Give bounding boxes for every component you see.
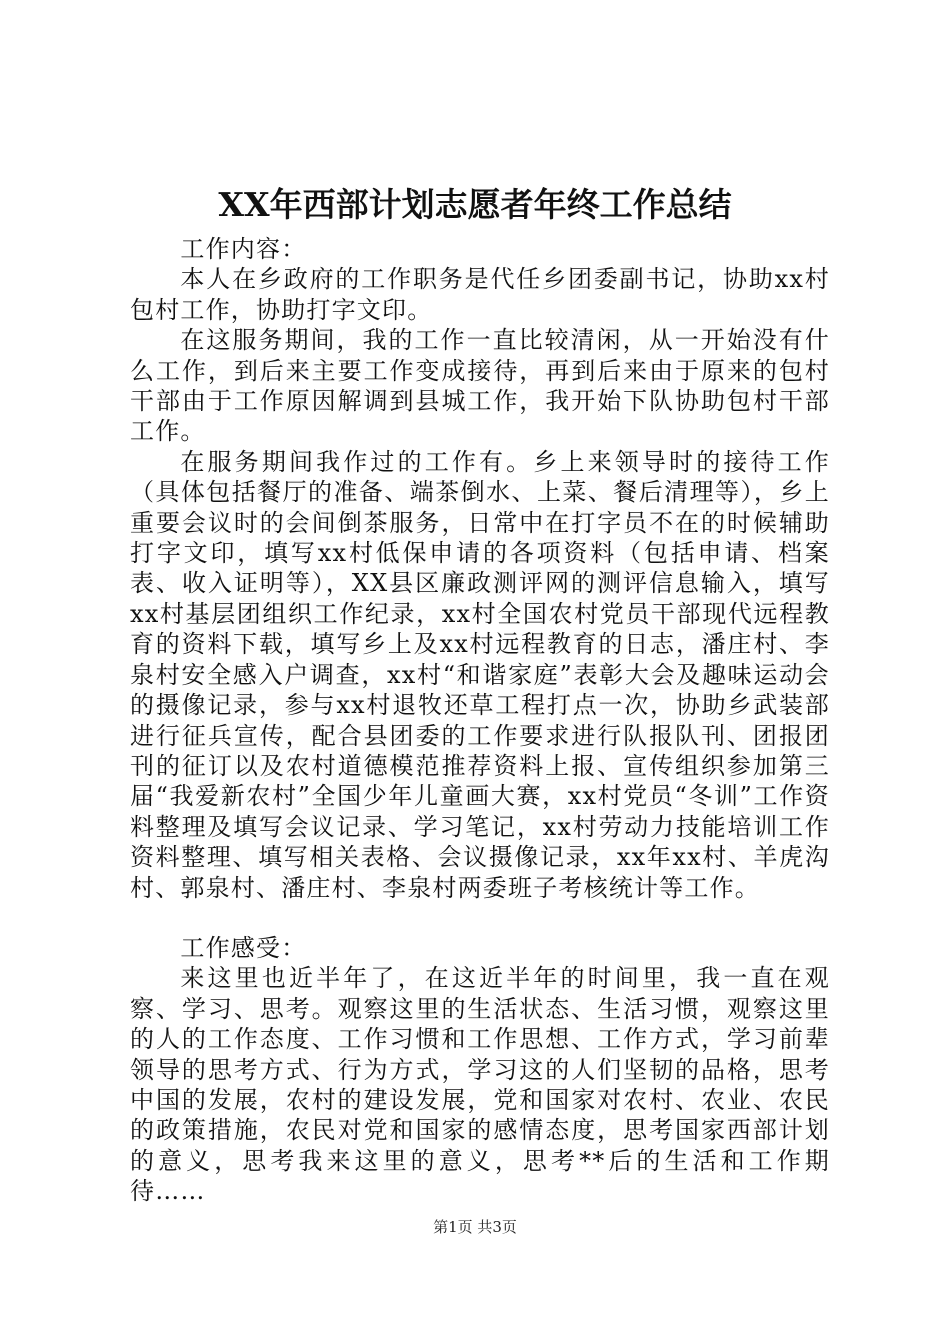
paragraph-work-done: 在服务期间我作过的工作有。乡上来领导时的接待工作（具体包括餐厅的准备、端茶倒水、上菜、餐后清理等），乡上重要会议时的会间倒茶服务，日常中在打字员不在的时候辅助打字文印，填写xx村低保申请的各项资料（包括申请、档案表、收入证明等），XX县区廉政测评网的测评信息输入，填写xx村基层团组织工作纪录，xx村全国农村党员干部现代远程教育的资料下载，填写乡上及xx村远程教育的日志，潘庄村、李泉村安全感入户调查，xx村“和谐家庭”表彰大会及趣味运动会的摄像记录，参与xx村退牧还草工程打点一次，协助乡武装部进行征兵宣传，配合县团委的工作要求进行队报队刊、团报团刊的征订以及农村道德模范推荐资料上报、宣传组织参加第三届“我爱新农村”全国少年儿童画大赛，xx村党员“冬训”工作资料整理及填写会议记录、学习笔记，xx村劳动力技能培训工作资料整理、填写相关表格、会议摄像记录，xx年xx村、羊虎沟村、郭泉村、潘庄村、李泉村两委班子考核统计等工作。 [130,447,830,902]
section-heading-work-feelings: 工作感受： [180,933,307,962]
document-body [130,234,830,1207]
paragraph-service-period: 在这服务期间，我的工作一直比较清闲，从一开始没有什么工作，到后来主要工作变成接待，再到后来由于原来的包村干部由于工作原因解调到县城工作，我开始下队协助包村干部工作。 [130,326,830,446]
page-footer: 第1页 共3页 [433,1218,517,1236]
section-heading-work-content: 工作内容： [180,235,307,263]
paragraph-feelings: 来这里也近半年了，在这近半年的时间里，我一直在观察、学习、思考。观察这里的生活状态、生活习惯，观察这里的人的工作态度、工作习惯和工作思想、工作方式，学习前辈领导的思考方式、行为方式，学习这的人们坚韧的品格，思考中国的发展，农村的建设发展，党和国家对农村、农业、农民的政策措施，农民对党和国家的感情态度，思考国家西部计划的意义，思考我来这里的意义，思考**后的生活和工作期待…… [130,964,830,1206]
paragraph-spacer [130,903,830,933]
paragraph-job-position: 本人在乡政府的工作职务是代任乡团委副书记，协助xx村包村工作，协助打字文印。 [130,265,830,324]
document-title: XX年西部计划志愿者年终工作总结 [218,185,732,224]
